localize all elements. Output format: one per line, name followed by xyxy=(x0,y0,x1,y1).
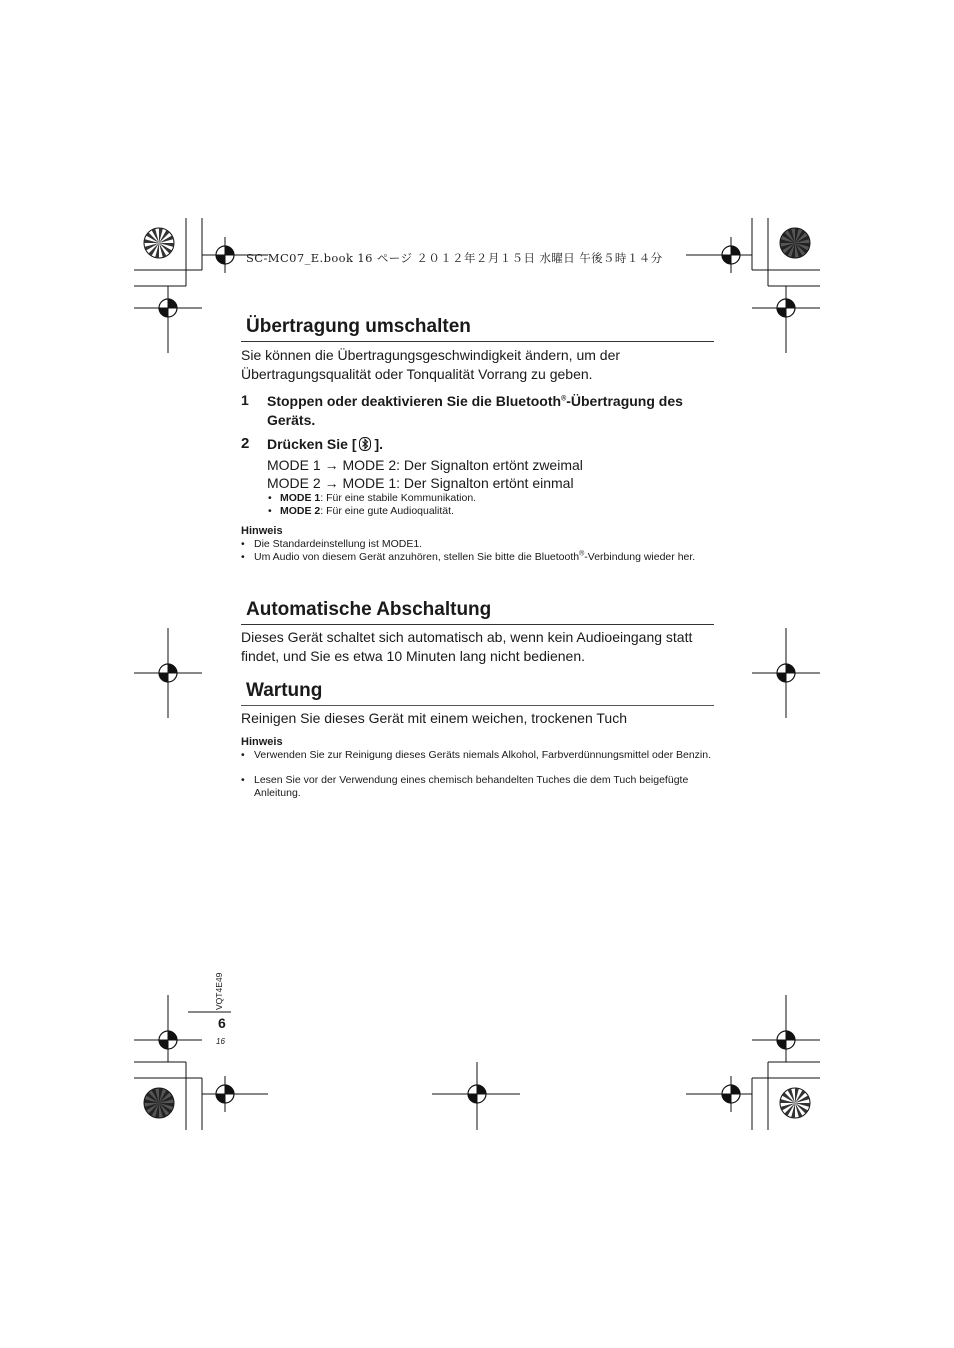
mode-bullet: • MODE 1: Für eine stabile Kommunikation. xyxy=(268,492,477,504)
section-title-wartung: Wartung xyxy=(246,680,323,701)
section-rule xyxy=(241,705,714,706)
section-rule xyxy=(241,341,714,342)
crosshair-icon xyxy=(768,290,804,326)
mode-change-line: MODE 2 → MODE 1: Der Signalton ertönt einmal xyxy=(267,475,574,491)
crosshair-icon xyxy=(150,1022,186,1058)
starburst-icon xyxy=(780,228,810,258)
section-title-abschaltung: Automatische Abschaltung xyxy=(246,599,492,620)
registered-mark: ® xyxy=(579,550,585,558)
mode-bullet: • MODE 2: Für eine gute Audioqualität. xyxy=(268,505,454,517)
mode-bullet-text: : Für eine stabile Kommunikation. xyxy=(320,492,477,504)
starburst-icon xyxy=(144,1088,174,1118)
step-1-text-a: Stoppen oder deaktivieren Sie die Bluetooth xyxy=(267,393,562,409)
note-item: • Verwenden Sie zur Reinigung dieses Geräts niemals Alkohol, Farbverdünnungsmittel oder Benzin. xyxy=(241,749,712,761)
step-number: 2 xyxy=(241,435,250,452)
page-number: 6 xyxy=(218,1015,226,1031)
crosshair-icon xyxy=(768,655,804,691)
note-title: Hinweis xyxy=(241,525,283,537)
crosshair-icon xyxy=(713,237,749,273)
document-code: VQT4E49 xyxy=(214,972,224,1010)
step-2-block xyxy=(267,435,722,493)
mode-bullet-label: MODE 2 xyxy=(280,505,321,517)
crosshair-icon xyxy=(713,1076,749,1112)
step-2-text xyxy=(267,435,722,456)
note-text: Um Audio von diesem Gerät anzuhören, stellen Sie bitte die Bluetooth xyxy=(254,551,580,563)
registered-mark: ® xyxy=(561,395,567,403)
step-1-text-b: -Übertragung des Geräts. xyxy=(267,393,683,428)
mode-change-line: MODE 1 → MODE 2: Der Signalton ertönt zweimal xyxy=(267,456,583,473)
step-1-text xyxy=(267,392,722,429)
crosshair-icon xyxy=(150,655,186,691)
crosshair-icon xyxy=(207,237,243,273)
sheet-number: 16 xyxy=(216,1037,225,1046)
note-text: Verwenden Sie zur Reinigung dieses Geräts niemals Alkohol, Farbverdünnungsmittel oder Benzin. xyxy=(254,749,712,761)
crosshair-icon xyxy=(150,290,186,326)
step-2-text-a: Drücken Sie [ xyxy=(267,436,357,452)
bluetooth-icon xyxy=(359,437,371,456)
crosshair-icon xyxy=(207,1076,243,1112)
note-text: Die Standardeinstellung ist MODE1. xyxy=(254,538,423,550)
section-rule xyxy=(241,624,714,625)
section-intro: Sie können die Übertragungsgeschwindigkeit ändern, um der Übertragungsqualität oder Tonqualität Vorrang zu geben. xyxy=(241,347,621,382)
note-item: • Lesen Sie vor der Verwendung eines chemisch behandelten Tuches die dem Tuch beigefügte Anleitung. xyxy=(241,774,711,800)
section-text: Reinigen Sie dieses Gerät mit einem weichen, trockenen Tuch xyxy=(241,710,627,726)
section-text: Dieses Gerät schaltet sich automatisch ab, wenn kein Audioeingang statt findet, und Sie es etwa 10 Minuten lang nicht bedienen. xyxy=(241,629,693,664)
note-text-tail: -Verbindung wieder her. xyxy=(584,551,696,563)
mode-bullet-text: : Für eine gute Audioqualität. xyxy=(320,505,454,517)
starburst-icon xyxy=(144,228,174,258)
mode-bullet-label: MODE 1 xyxy=(280,492,321,504)
step-2-text-b: ]. xyxy=(374,436,384,452)
step-number: 1 xyxy=(241,392,249,408)
note-text: Lesen Sie vor der Verwendung eines chemisch behandelten Tuches die dem Tuch beigefügte Anleitung. xyxy=(254,774,689,799)
file-header-line: SC-MC07_E.book 16 ページ ２０１２年２月１５日 水曜日 午後５時１４分 xyxy=(246,251,663,265)
section-title-uebertragung: Übertragung umschalten xyxy=(246,316,471,337)
note-title: Hinweis xyxy=(241,736,283,748)
note-item: • Die Standardeinstellung ist MODE1. xyxy=(241,538,711,551)
crosshair-icon xyxy=(459,1076,495,1112)
crosshair-icon xyxy=(768,1022,804,1058)
note-item: • Um Audio von diesem Gerät anzuhören, stellen Sie bitte die Bluetooth®-Verbindung wieder her. xyxy=(241,550,696,563)
starburst-icon xyxy=(780,1088,810,1118)
